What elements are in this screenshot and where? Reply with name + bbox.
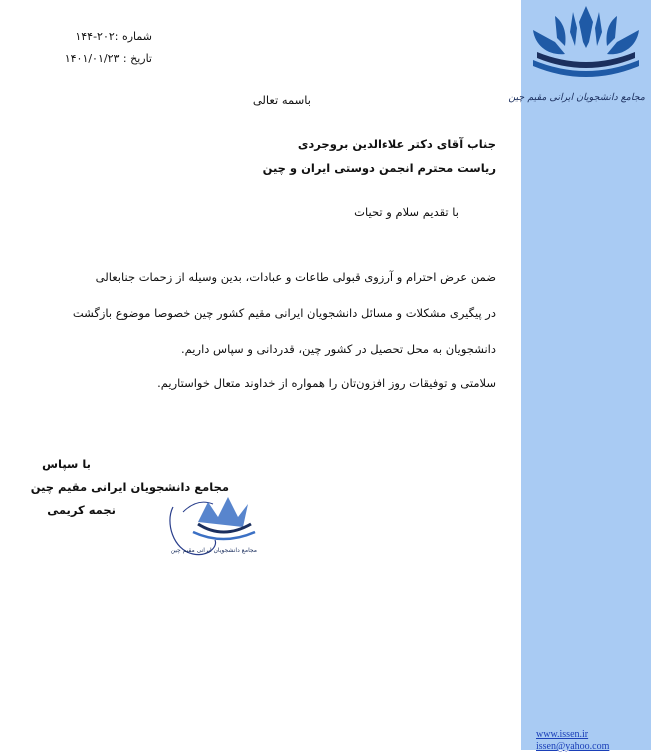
letter-number: شماره :۲۰۲-۱۴۴ (75, 30, 152, 43)
website-link[interactable]: www.issen.ir (536, 729, 589, 740)
closing: با سپاس (42, 457, 91, 471)
signature-stamp (163, 482, 263, 562)
salutation: باسمه تعالی (252, 93, 311, 107)
body-line: سلامتی و توفیقات روز افزون‌تان را همواره از خداوند متعال خواستاریم. (157, 376, 496, 390)
letter-date: تاریخ : ۱۴۰۱/۰۱/۲۳ (64, 52, 152, 65)
body-line: دانشجویان به محل تحصیل در کشور چین، قدردانی و سپاس داریم. (181, 342, 496, 356)
logo-icon (508, 2, 647, 110)
addressee-line-2: ریاست محترم انجمن دوستی ایران و چین (262, 161, 496, 175)
body-line: در پیگیری مشکلات و مسائل دانشجویان ایرانی مقیم کشور چین خصوصا موضوع بازگشت (72, 306, 496, 320)
logo-text: مجامع دانشجویان ایرانی مقیم چین (508, 92, 645, 103)
email-link[interactable]: issen@yahoo.com (536, 741, 610, 752)
letterhead-sidebar (508, 0, 651, 750)
signatory-name: نجمه کریمی (47, 503, 116, 517)
stamp-text: مجامع دانشجویان ایرانی مقیم چین (170, 547, 257, 554)
addressee-line-1: جناب آقای دکتر علاءالدین بروجردی (297, 137, 496, 151)
greeting: با تقدیم سلام و تحیات (354, 205, 459, 219)
organization-name: مجامع دانشجویان ایرانی مقیم چین (30, 480, 229, 494)
body-line: ضمن عرض احترام و آرزوی قبولی طاعات و عبادات، بدین وسیله از زحمات جنابعالی (95, 270, 496, 284)
